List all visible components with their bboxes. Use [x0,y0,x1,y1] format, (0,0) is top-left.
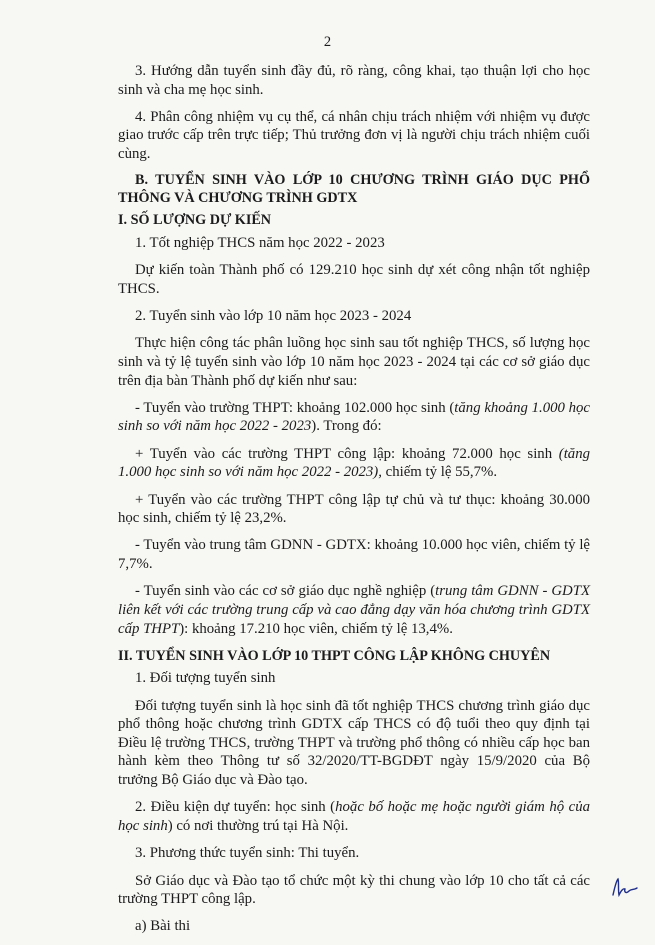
italic-segment: tăng khoảng 1.000 học sinh so với năm học 2022 - 2023 [118,399,590,435]
paragraph-target-title: 1. Đối tượng tuyển sinh [135,670,276,687]
paragraph-graduation-title: 1. Tốt nghiệp THCS năm học 2022 - 2023 [135,234,385,251]
paragraph-target: Đối tượng tuyển sinh là học sinh đã tốt nghiệp THCS chương trình giáo dục phổ thông hoặc chương trình GDTX cấp THCS có độ tuổi theo quy định tại Điều lệ trường THCS, trường THPT và trường phổ thông có nhiều cấp học ban hành kèm theo Thông tư số 32/2020/TT-BGDĐT ngày 15/9/2020 của Bộ trưởng Bộ Giáo dục và Đào tạo. [118,697,590,789]
paragraph-method: 3. Phương thức tuyển sinh: Thi tuyển. [135,845,360,862]
paragraph-streaming: Thực hiện công tác phân luồng học sinh sau tốt nghiệp THCS, số lượng học sinh và tỷ lệ tuyển sinh vào lớp 10 năm học 2023 - 2024 tại các cơ sở giáo dục trên địa bàn Thành phố dự kiến như sau: [118,335,590,389]
paragraph-guidance: 3. Hướng dẫn tuyển sinh đầy đủ, rõ ràng, công khai, tạo thuận lợi cho học sinh và cha mẹ học sinh. [118,63,590,98]
document-body [118,62,590,945]
paragraph-exam-organization: Sở Giáo dục và Đào tạo tổ chức một kỳ thi chung vào lớp 10 cho tất cả các trường THPT công lập. [118,872,590,908]
paragraph-graduation-estimate: Dự kiến toàn Thành phố có 129.210 học sinh dự xét công nhận tốt nghiệp THCS. [118,262,590,297]
paragraph-exam-title: a) Bài thi [135,918,191,935]
text-segment: - Tuyển vào trường THPT: khoảng 102.000 học sinh ( [135,399,455,416]
italic-segment: (tăng 1.000 học sinh so với năm học 2022 - 2023), [118,445,590,481]
paragraph-vocational [118,582,590,638]
section-heading-i: I. SỐ LƯỢNG DỰ KIẾN [118,212,272,229]
text-segment: ): khoảng 17.210 học viên, chiếm tỷ lệ 13,4%. [179,620,453,637]
text-segment: ) có nơi thường trú tại Hà Nội. [167,817,349,834]
italic-segment: hoặc bố hoặc mẹ hoặc người giám hộ của học sinh [118,799,590,834]
section-heading-ii: II. TUYỂN SINH VÀO LỚP 10 THPT CÔNG LẬP KHÔNG CHUYÊN [118,647,551,664]
paragraph-assignment: 4. Phân công nhiệm vụ cụ thể, cá nhân chịu trách nhiệm với nhiệm vụ được giao trước cấp trên trực tiếp; Thủ trưởng đơn vị là người chịu trách nhiệm cuối cùng. [118,108,590,163]
italic-segment: trung tâm GDNN - GDTX liên kết với các trường trung cấp và cao đẳng dạy văn hóa chương trình GDTX cấp THPT [118,583,590,637]
text-segment: chiếm tỷ lệ 55,7%. [381,464,498,481]
section-heading-b: B. TUYỂN SINH VÀO LỚP 10 CHƯƠNG TRÌNH GIÁO DỤC PHỔ THÔNG VÀ CHƯƠNG TRÌNH GDTX [118,172,590,206]
text-segment: - Tuyển sinh vào các cơ sở giáo dục nghề nghiệp ( [135,583,436,600]
paragraph-admission-title: 2. Tuyển sinh vào lớp 10 năm học 2023 - 2024 [135,308,412,325]
text-segment: 2. Điều kiện dự tuyển: học sinh ( [135,799,336,816]
paragraph-public-thpt [118,445,590,482]
signature-mark-icon [610,876,640,898]
text-segment: + Tuyển vào các trường THPT công lập: khoảng 72.000 học sinh [135,445,559,462]
text-segment: ). Trong đó: [311,418,382,435]
page-number: 2 [323,34,332,50]
paragraph-private-thpt: + Tuyển vào các trường THPT công lập tự chủ và tư thục: khoảng 30.000 học sinh, chiếm tỷ lệ 23,2%. [118,491,590,527]
paragraph-thpt-admission [118,399,590,436]
paragraph-eligibility [118,798,590,835]
paragraph-gdnn-gdtx: - Tuyển vào trung tâm GDNN - GDTX: khoảng 10.000 học viên, chiếm tỷ lệ 7,7%. [118,537,590,573]
